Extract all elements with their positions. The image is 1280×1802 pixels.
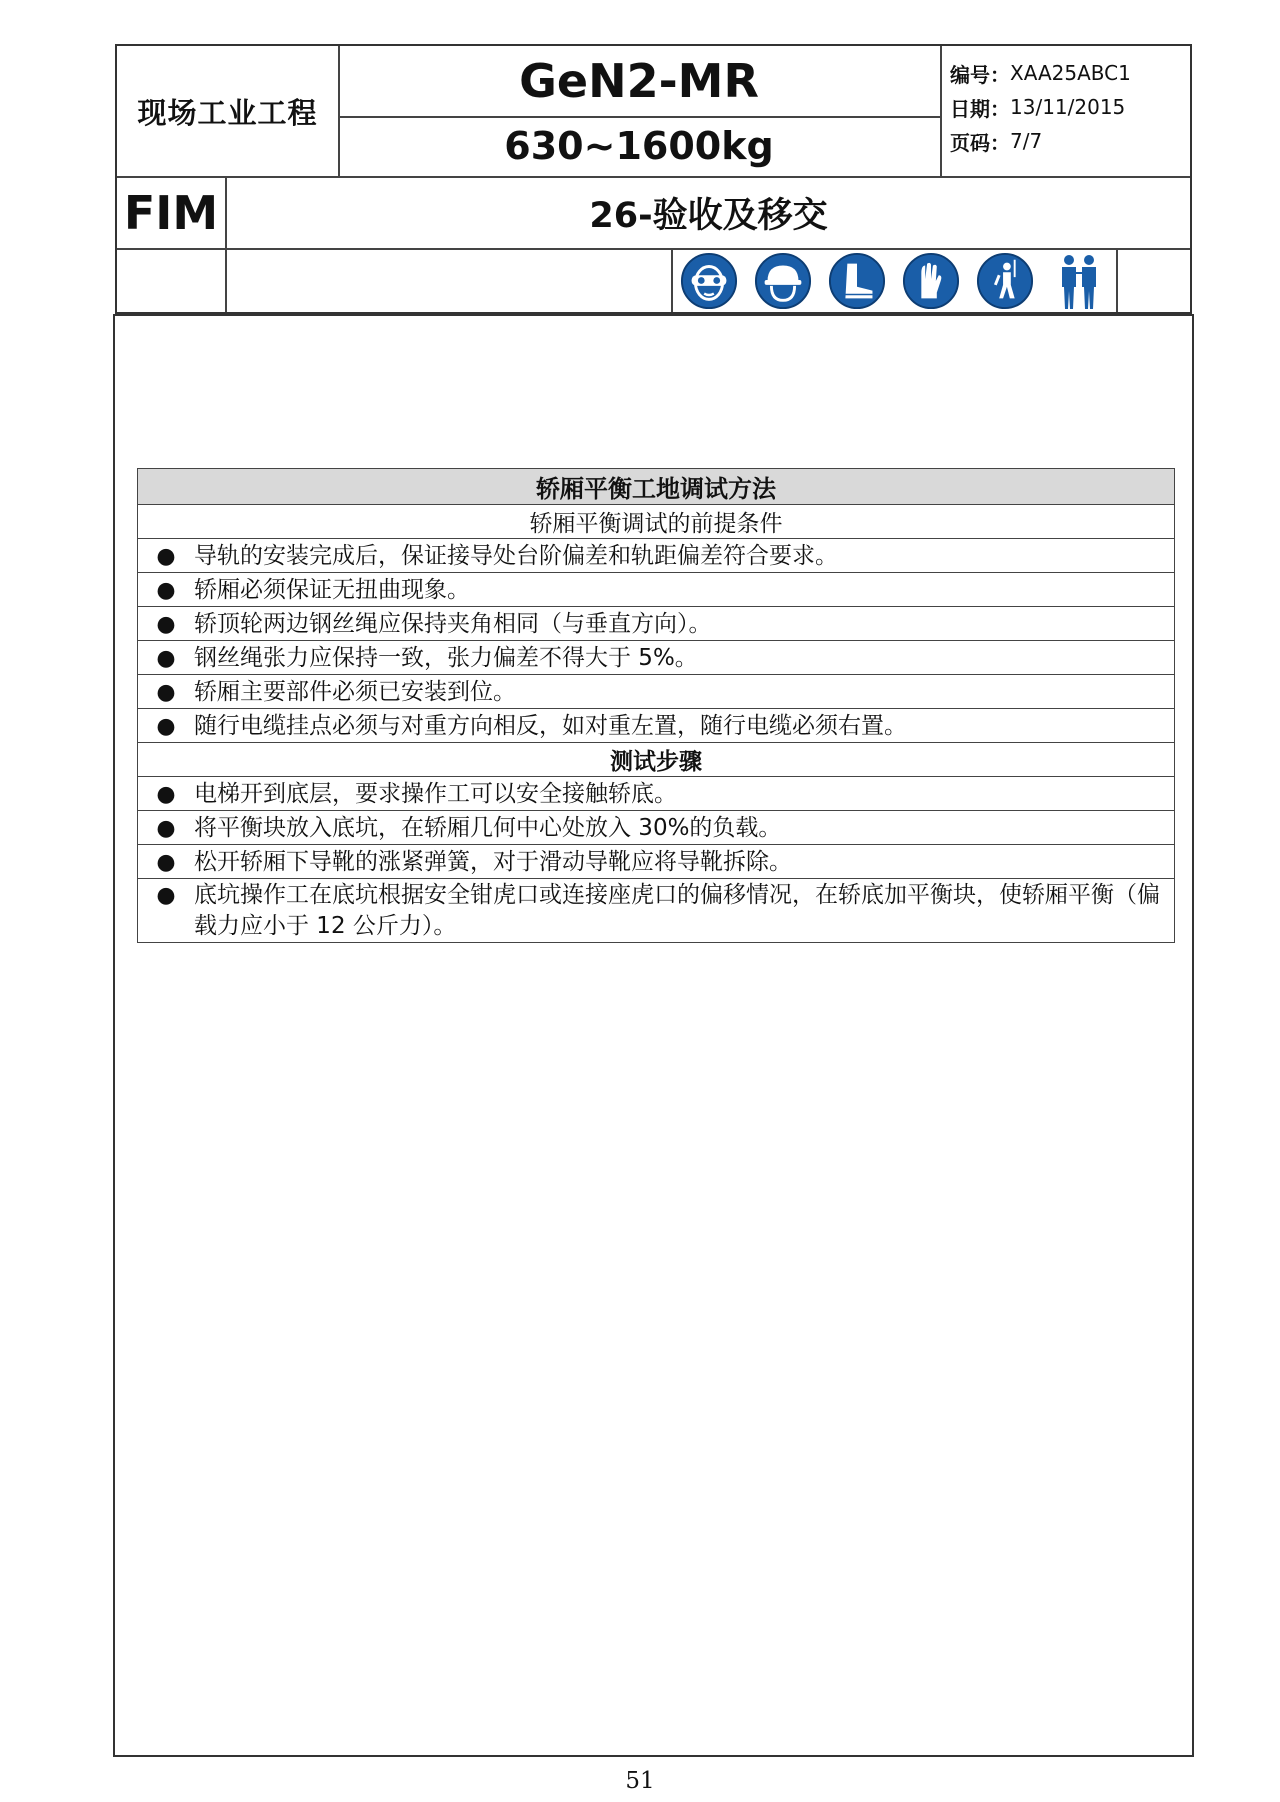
list-item: 轿厢必须保证无扭曲现象。 bbox=[194, 576, 470, 603]
table-row bbox=[138, 573, 1175, 607]
table-row bbox=[138, 675, 1175, 709]
document-header bbox=[115, 44, 1192, 314]
bullet: ● bbox=[156, 849, 176, 875]
bullet: ● bbox=[156, 543, 176, 569]
bullet: ● bbox=[156, 611, 176, 637]
meta-label: 日期： bbox=[950, 96, 1010, 121]
list-item: 将平衡块放入底坑，在轿厢几何中心处放入 30%的负载。 bbox=[194, 814, 782, 841]
meta-value: XAA25ABC1 bbox=[1010, 61, 1131, 85]
meta-row-date bbox=[940, 90, 1190, 124]
prereq-heading: 轿厢平衡调试的前提条件 bbox=[138, 505, 1175, 539]
bullet: ● bbox=[156, 645, 176, 671]
list-item: 底坑操作工在底坑根据安全钳虎口或连接座虎口的偏移情况，在轿底加平衡块，使轿厢平衡（偏载力应小于 12 公斤力）。 bbox=[194, 882, 1160, 939]
section-title: 26-验收及移交 bbox=[589, 196, 828, 236]
meta-label: 编号： bbox=[950, 62, 1010, 87]
two-person-icon bbox=[1042, 249, 1116, 312]
safety-goggles-icon bbox=[672, 249, 746, 312]
list-item: 导轨的安装完成后，保证接导处台阶偏差和轨距偏差符合要求。 bbox=[194, 542, 838, 569]
list-item: 电梯开到底层，要求操作工可以安全接触轿底。 bbox=[194, 780, 677, 807]
table-row bbox=[138, 777, 1175, 811]
fim-label: FIM bbox=[123, 186, 219, 240]
bullet: ● bbox=[156, 713, 176, 739]
page-number: 51 bbox=[625, 1768, 655, 1794]
list-item: 钢丝绳张力应保持一致，张力偏差不得大于 5%。 bbox=[194, 644, 698, 671]
bullet: ● bbox=[156, 781, 176, 807]
balance-test-table bbox=[137, 468, 1175, 943]
table-row bbox=[138, 641, 1175, 675]
safety-gloves-icon bbox=[894, 249, 968, 312]
meta-label: 页码： bbox=[950, 130, 1010, 155]
table-subheading-row bbox=[138, 743, 1175, 777]
table-row bbox=[138, 539, 1175, 573]
table-row bbox=[138, 607, 1175, 641]
meta-value: 13/11/2015 bbox=[1010, 95, 1126, 119]
table-row bbox=[138, 845, 1175, 879]
fall-harness-icon bbox=[968, 249, 1042, 312]
list-item: 松开轿厢下导靴的涨紧弹簧，对于滑动导靴应将导靴拆除。 bbox=[194, 848, 792, 875]
meta-row-page bbox=[940, 124, 1190, 158]
list-item: 轿顶轮两边钢丝绳应保持夹角相同（与垂直方向）。 bbox=[194, 610, 712, 637]
steps-heading: 测试步骤 bbox=[138, 743, 1175, 777]
table-row bbox=[138, 811, 1175, 845]
safety-boots-icon bbox=[820, 249, 894, 312]
table-subheading-row bbox=[138, 505, 1175, 539]
capacity-range: 630~1600kg bbox=[504, 124, 774, 168]
bullet: ● bbox=[156, 815, 176, 841]
company-name: 现场工业工程 bbox=[137, 95, 318, 130]
document-meta bbox=[940, 56, 1190, 158]
hard-hat-icon bbox=[746, 249, 820, 312]
header-divider bbox=[1116, 249, 1118, 312]
list-item: 随行电缆挂点必须与对重方向相反，如对重左置，随行电缆必须右置。 bbox=[194, 712, 907, 739]
meta-value: 7/7 bbox=[1010, 129, 1043, 153]
table-title-row bbox=[138, 469, 1175, 505]
bullet: ● bbox=[156, 577, 176, 603]
bullet: ● bbox=[156, 883, 176, 908]
table-title: 轿厢平衡工地调试方法 bbox=[138, 469, 1175, 505]
table-row bbox=[138, 709, 1175, 743]
meta-row-number bbox=[940, 56, 1190, 90]
model-name: GeN2-MR bbox=[519, 54, 759, 108]
bullet: ● bbox=[156, 679, 176, 705]
table-row bbox=[138, 879, 1175, 943]
list-item: 轿厢主要部件必须已安装到位。 bbox=[194, 678, 516, 705]
ppe-icon-row bbox=[672, 249, 1116, 312]
